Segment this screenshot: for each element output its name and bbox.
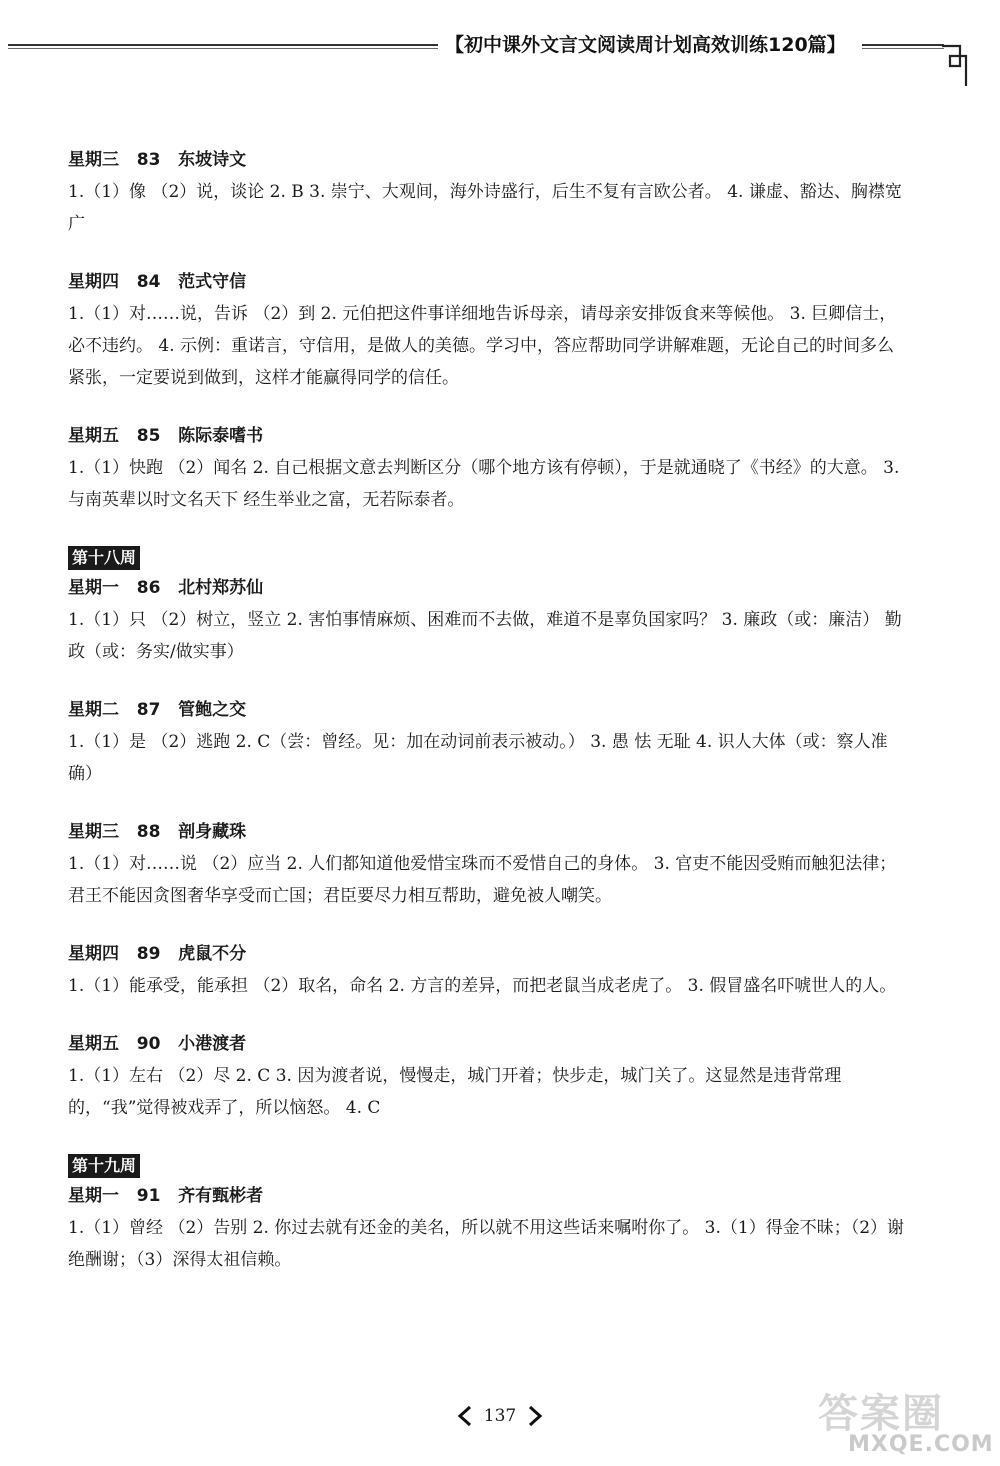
watermark-url: MXQE.COM (848, 1432, 994, 1457)
site-watermark (818, 1382, 994, 1462)
header-rule-right-thin (862, 48, 944, 49)
page-header (0, 28, 1000, 98)
header-rule-left (8, 44, 438, 46)
corner-ornament-icon (940, 38, 968, 88)
section-title: 星期五 90 小港渡者 (68, 1034, 247, 1054)
section-day (68, 148, 906, 240)
watermark-text: 答案圈 (818, 1391, 944, 1437)
section-title: 星期三 88 剖身藏珠 (68, 822, 247, 842)
week-label: 第十八周 (68, 546, 140, 570)
section-answer: 1.（1）对……说 （2）应当 2. 人们都知道他爱惜宝珠而不爱惜自己的身体。 3. 官吏不能因受贿而触犯法律；君王不能因贪图奢华享受而亡国；君臣要尽力相互帮助，避免被人嘲笑。 (68, 854, 897, 906)
section-title: 星期四 84 范式守信 (68, 272, 247, 292)
book-title: 【初中课外文言文阅读周计划高效训练120篇】 (445, 34, 846, 56)
section-day (68, 1032, 906, 1124)
section-day (68, 1184, 906, 1276)
week-header (68, 546, 906, 570)
section-title: 星期二 87 管鲍之交 (68, 700, 247, 720)
section-day (68, 270, 906, 394)
section-answer: 1.（1）快跑 （2）闻名 2. 自己根据文意去判断区分（哪个地方该有停顿），于是就通晓了《书经》的大意。 3. 与南英辈以时文名天下 经生举业之富，无若际泰者。 (68, 458, 900, 510)
section-answer: 1.（1）曾经 （2）告别 2. 你过去就有还金的美名，所以就不用这些话来嘱咐你了。 3.（1）得金不昧；（2）谢绝酬谢；（3）深得太祖信赖。 (68, 1218, 905, 1270)
section-answer: 1.（1）像 （2）说，谈论 2. B 3. 崇宁、大观间，海外诗盛行，后生不复有言欧公者。 4. 谦虚、豁达、胸襟宽广 (68, 182, 902, 234)
section-answer: 1.（1）对……说，告诉 （2）到 2. 元伯把这件事详细地告诉母亲，请母亲安排饭食来等候他。 3. 巨卿信士，必不违约。 4. 示例：重诺言，守信用，是做人的美德。学习中，答应帮助同学讲解难题，无论自己的时间多么紧张，一定要说到做到，这样才能赢得同学的信任。 (68, 304, 897, 388)
section-title: 星期三 83 东坡诗文 (68, 150, 247, 170)
section-answer: 1.（1）能承受，能承担 （2）取名，命名 2. 方言的差异，而把老鼠当成老虎了。 3. 假冒盛名吓唬世人的人。 (68, 976, 897, 996)
section-title: 星期一 91 齐有甄彬者 (68, 1186, 264, 1206)
section-day (68, 820, 906, 912)
section-title: 星期五 85 陈际泰嗜书 (68, 426, 264, 446)
section-day (68, 424, 906, 516)
page-number: 137 (483, 1406, 517, 1426)
section-day (68, 576, 906, 668)
section-answer: 1.（1）是 （2）逃跑 2. C（尝：曾经。见：加在动词前表示被动。） 3. 愚 怯 无耻 4. 识人大体（或：察人准确） (68, 732, 888, 784)
section-answer: 1.（1）只 （2）树立，竖立 2. 害怕事情麻烦、困难而不去做，难道不是辜负国家吗？ 3. 廉政（或：廉洁） 勤政（或：务实/做实事） (68, 610, 902, 662)
chevron-right-icon (527, 1405, 543, 1427)
header-rule-right (862, 44, 944, 46)
header-rule-left-thin (8, 48, 438, 49)
section-day (68, 698, 906, 790)
section-title: 星期一 86 北村郑苏仙 (68, 578, 264, 598)
answer-content (68, 148, 906, 1306)
section-title: 星期四 89 虎鼠不分 (68, 944, 247, 964)
chevron-left-icon (457, 1405, 473, 1427)
week-header (68, 1154, 906, 1178)
section-day (68, 942, 906, 1002)
week-label: 第十九周 (68, 1154, 140, 1178)
section-answer: 1.（1）左右 （2）尽 2. C 3. 因为渡者说，慢慢走，城门开着；快步走，城门关了。这显然是违背常理的，“我”觉得被戏弄了，所以恼怒。 4. C (68, 1066, 842, 1118)
